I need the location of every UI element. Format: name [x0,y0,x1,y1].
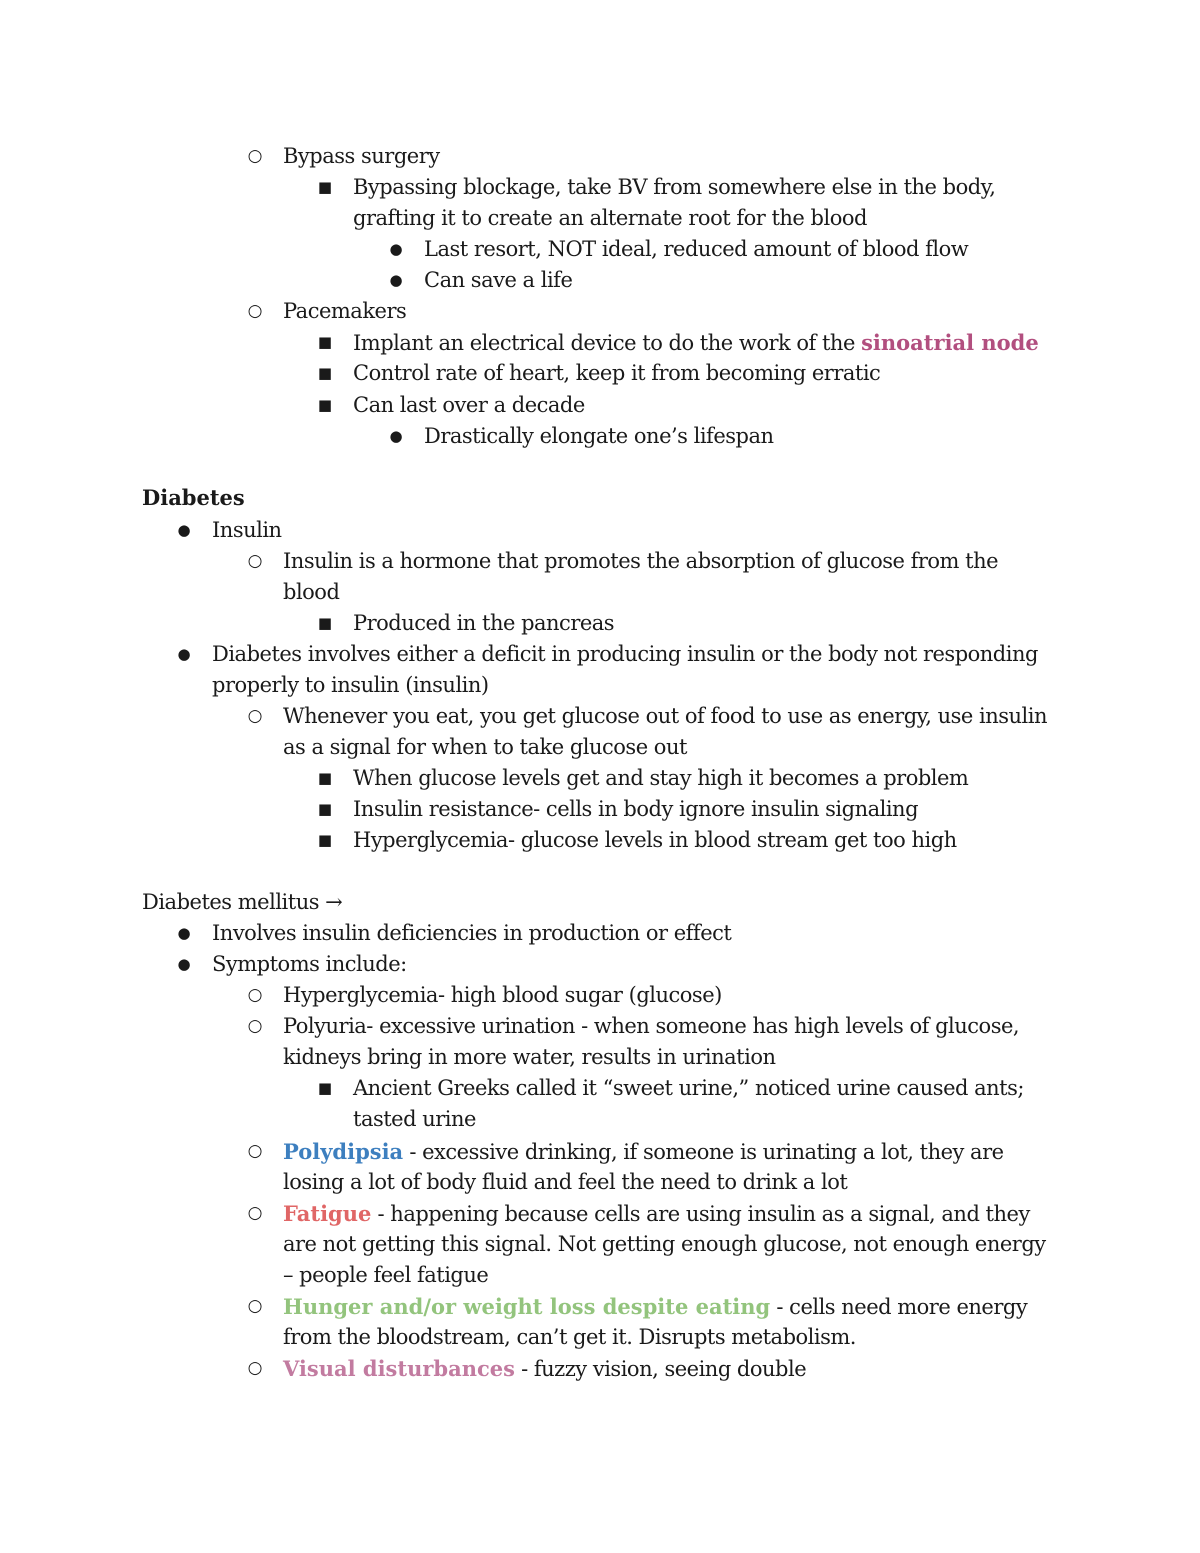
circle-bullet: ○ [247,1296,263,1316]
circle-bullet: ○ [247,706,263,726]
list-item-polydipsia-cont: losing a lot of body fluid and feel the need to drink a lot [283,1170,848,1194]
list-item-insulin: Insulin [212,518,282,542]
list-item-whenever-eat: Whenever you eat, you get glucose out of food to use as energy, use insulin [283,704,1047,728]
list-item-bypassing-blockage-cont: grafting it to create an alternate root for the blood [353,206,867,230]
square-bullet: ■ [317,178,333,196]
list-item-implant-device [353,327,1039,358]
circle-bullet: ○ [247,301,263,321]
circle-bullet: ○ [247,1016,263,1036]
disc-bullet: ● [177,955,191,973]
disc-bullet: ● [389,240,403,258]
list-item-fatigue-cont2: – people feel fatigue [283,1263,489,1287]
list-item-last-resort: Last resort, NOT ideal, reduced amount of blood flow [424,237,969,261]
disc-bullet: ● [177,645,191,663]
disc-bullet: ● [177,521,191,539]
hunger-term: Hunger and/or weight loss despite eating [283,1294,771,1319]
circle-bullet: ○ [247,1358,263,1378]
list-item-diabetes-involves: Diabetes involves either a deficit in producing insulin or the body not responding [212,642,1038,666]
circle-bullet: ○ [247,1203,263,1223]
square-bullet: ■ [317,1079,333,1097]
diabetes-mellitus-label: Diabetes mellitus → [142,890,343,914]
list-item-fatigue [283,1198,1030,1229]
list-item-bypass-surgery: Bypass surgery [283,144,440,168]
polydipsia-text: - excessive drinking, if someone is urinating a lot, they are [403,1140,1004,1164]
disc-bullet: ● [389,271,403,289]
disc-bullet: ● [389,427,403,445]
list-item-whenever-eat-cont: as a signal for when to take glucose out [283,735,687,759]
square-bullet: ■ [317,364,333,382]
sinoatrial-node-term: sinoatrial node [861,330,1039,355]
list-item-insulin-resistance: Insulin resistance- cells in body ignore insulin signaling [353,797,919,821]
implant-text: Implant an electrical device to do the work of the [353,331,862,355]
list-item-insulin-deficiencies: Involves insulin deficiencies in production or effect [212,921,732,945]
visual-text: - fuzzy vision, seeing double [514,1357,807,1381]
list-item-diabetes-involves-cont: properly to insulin (insulin) [212,673,489,697]
list-item-insulin-hormone: Insulin is a hormone that promotes the absorption of glucose from the [283,549,999,573]
list-item-glucose-high: When glucose levels get and stay high it becomes a problem [353,766,969,790]
section-heading-diabetes: Diabetes [142,485,245,510]
circle-bullet: ○ [247,985,263,1005]
square-bullet: ■ [317,333,333,351]
list-item-symptoms: Symptoms include: [212,952,407,976]
list-item-last-decade: Can last over a decade [353,393,585,417]
circle-bullet: ○ [247,1141,263,1161]
fatigue-term: Fatigue [283,1201,372,1226]
list-item-ancient-greeks: Ancient Greeks called it “sweet urine,” noticed urine caused ants; [353,1076,1024,1100]
visual-disturbances-term: Visual disturbances [283,1356,515,1381]
fatigue-text: - happening because cells are using insulin as a signal, and they [371,1202,1030,1226]
list-item-control-rate: Control rate of heart, keep it from becoming erratic [353,361,881,385]
circle-bullet: ○ [247,146,263,166]
list-item-bypassing-blockage: Bypassing blockage, take BV from somewhere else in the body, [353,175,996,199]
list-item-elongate-lifespan: Drastically elongate one’s lifespan [424,424,774,448]
circle-bullet: ○ [247,551,263,571]
list-item-insulin-hormone-cont: blood [283,580,340,604]
list-item-pancreas: Produced in the pancreas [353,611,615,635]
list-item-visual [283,1353,806,1384]
polydipsia-term: Polydipsia [283,1139,404,1164]
list-item-hyperglycemia-def: Hyperglycemia- glucose levels in blood stream get too high [353,828,957,852]
list-item-polyuria-cont: kidneys bring in more water, results in urination [283,1045,776,1069]
list-item-hunger [283,1291,1027,1322]
list-item-polyuria: Polyuria- excessive urination - when someone has high levels of glucose, [283,1014,1020,1038]
hunger-text: - cells need more energy [770,1295,1028,1319]
list-item-ancient-greeks-cont: tasted urine [353,1107,476,1131]
list-item-pacemakers: Pacemakers [283,299,407,323]
square-bullet: ■ [317,800,333,818]
square-bullet: ■ [317,769,333,787]
list-item-save-life: Can save a life [424,268,573,292]
square-bullet: ■ [317,831,333,849]
list-item-fatigue-cont: are not getting this signal. Not getting enough glucose, not enough energy [283,1232,1046,1256]
square-bullet: ■ [317,614,333,632]
list-item-polydipsia [283,1136,1004,1167]
disc-bullet: ● [177,924,191,942]
square-bullet: ■ [317,396,333,414]
list-item-hunger-cont: from the bloodstream, can’t get it. Disrupts metabolism. [283,1325,856,1349]
list-item-hyperglycemia: Hyperglycemia- high blood sugar (glucose) [283,983,722,1007]
